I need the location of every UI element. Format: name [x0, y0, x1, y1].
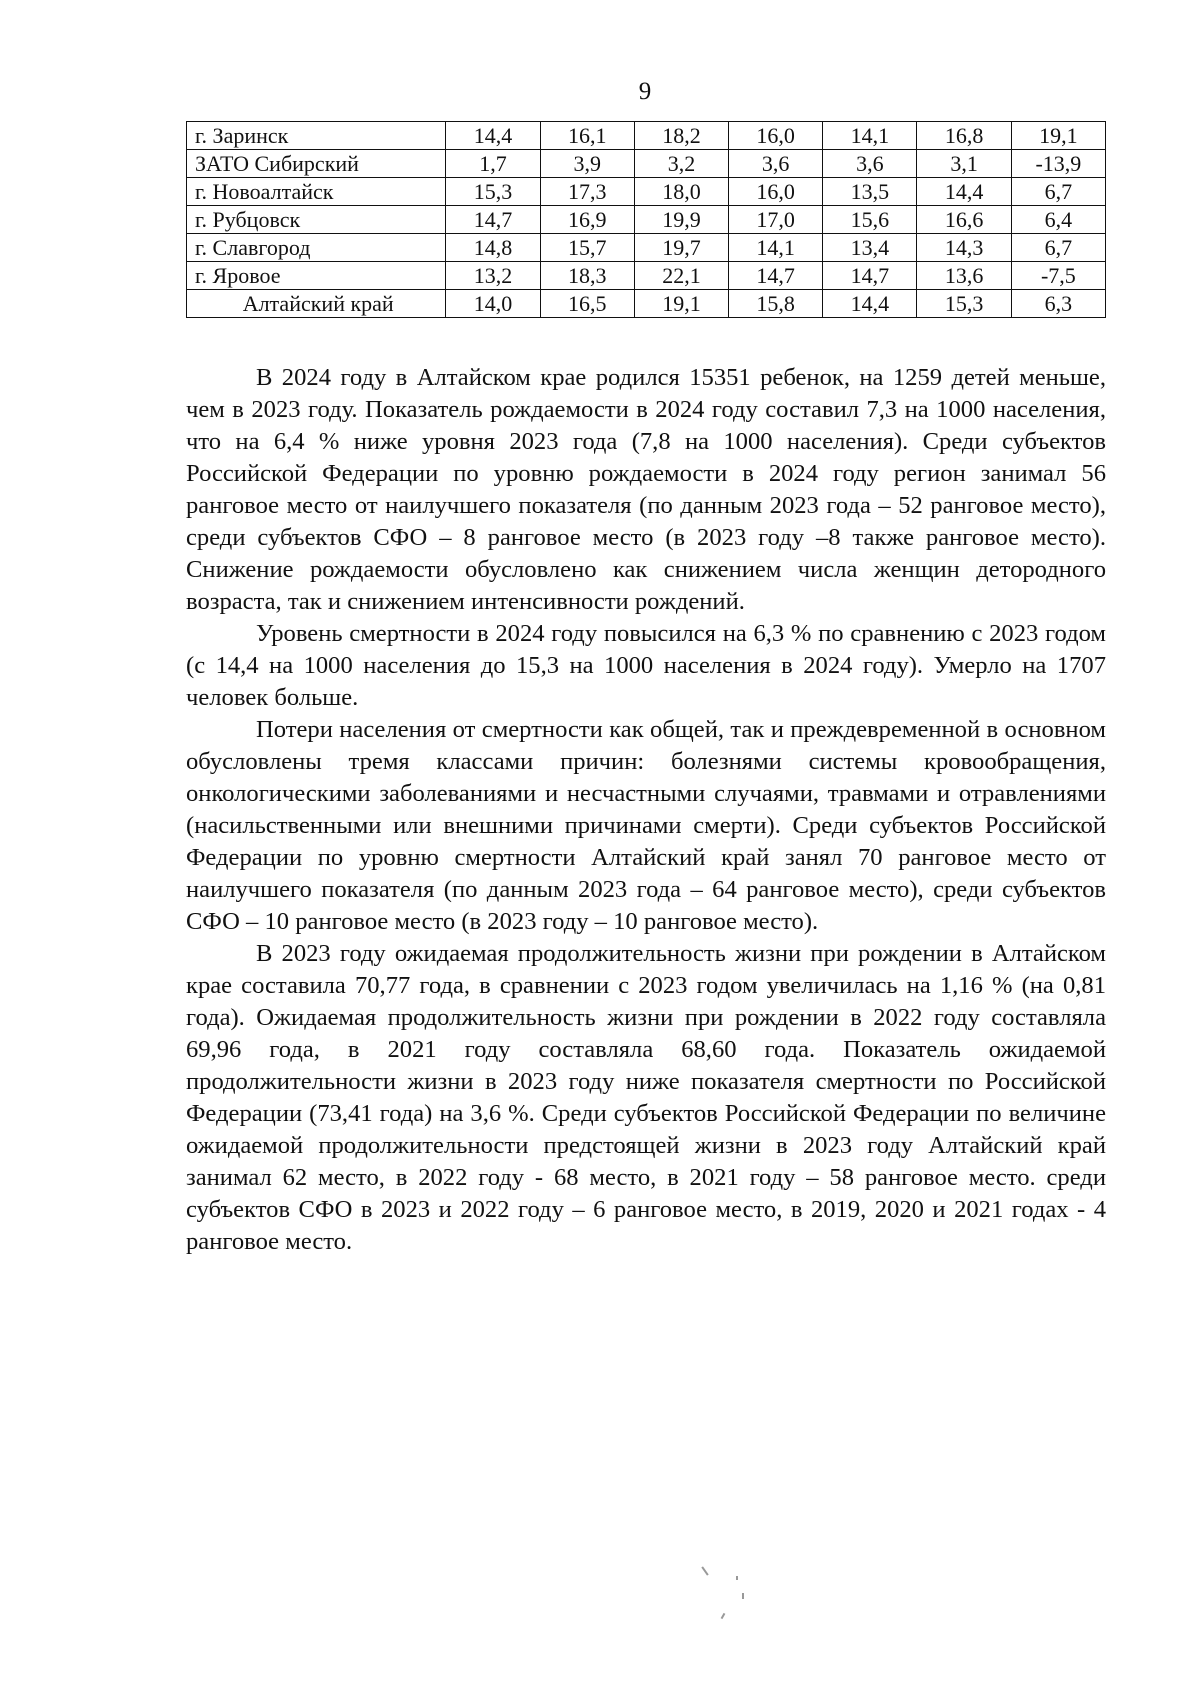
statistics-table	[186, 121, 1106, 318]
row-label: г. Яровое	[187, 262, 446, 290]
scan-speck	[721, 1613, 726, 1619]
table-cell: 3,6	[823, 150, 917, 178]
table-cell: 3,6	[729, 150, 823, 178]
row-label: г. Славгород	[187, 234, 446, 262]
table-cell: 14,4	[917, 178, 1011, 206]
table-cell: 16,9	[540, 206, 634, 234]
row-label: г. Заринск	[187, 122, 446, 150]
table-cell: 1,7	[446, 150, 540, 178]
table-cell: -13,9	[1011, 150, 1105, 178]
table-cell: 13,6	[917, 262, 1011, 290]
table-cell: 16,0	[729, 122, 823, 150]
paragraph-mortality: Уровень смертности в 2024 году повысился на 6,3 % по сравнению с 2023 годом (с 14,4 на 1000 населения до 15,3 на 1000 населения в 2024 году). Умерло на 1707 человек больше.	[186, 620, 1106, 711]
table-cell: 14,7	[446, 206, 540, 234]
table-cell: 16,8	[917, 122, 1011, 150]
table-cell: 15,8	[729, 290, 823, 318]
table-cell: 16,5	[540, 290, 634, 318]
table-cell: 16,1	[540, 122, 634, 150]
table-cell: 3,1	[917, 150, 1011, 178]
table-row	[187, 178, 1106, 206]
table-row-total	[187, 290, 1106, 318]
table-cell: 14,7	[823, 262, 917, 290]
table-cell: 16,6	[917, 206, 1011, 234]
table-cell: 18,0	[634, 178, 728, 206]
table-cell: 13,2	[446, 262, 540, 290]
table-cell: 15,3	[917, 290, 1011, 318]
paragraph-birth-rate: В 2024 году в Алтайском крае родился 15351 ребенок, на 1259 детей меньше, чем в 2023 году. Показатель рождаемости в 2024 году составил 7,3 на 1000 населения, что на 6,4 % ниже уровня 2023 года (7,8 на 1000 населения). Среди субъектов Российской Федерации по уровню рождаемости в 2024 году регион занимал 56 ранговое место от наилучшего показателя (по данным 2023 года – 52 ранговое место), среди субъектов СФО – 8 ранговое место (в 2023 году –8 также ранговое место). Снижение рождаемости обусловлено как снижением числа женщин детородного возраста, так и снижением интенсивности рождений.	[186, 364, 1106, 615]
table-cell: 19,7	[634, 234, 728, 262]
table-row	[187, 150, 1106, 178]
table-cell: 13,5	[823, 178, 917, 206]
table-cell: 14,7	[729, 262, 823, 290]
body-text	[186, 362, 1106, 1258]
table-cell: 16,0	[729, 178, 823, 206]
table-cell: 14,8	[446, 234, 540, 262]
row-label: г. Новоалтайск	[187, 178, 446, 206]
table-cell: 14,4	[823, 290, 917, 318]
page-number: 9	[638, 78, 652, 105]
table-cell: 19,1	[1011, 122, 1105, 150]
row-label: Алтайский край	[187, 290, 446, 318]
table-cell: 18,2	[634, 122, 728, 150]
table-cell: 6,7	[1011, 178, 1105, 206]
row-label: г. Рубцовск	[187, 206, 446, 234]
table-cell: 3,2	[634, 150, 728, 178]
table-row	[187, 122, 1106, 150]
table-cell: 17,3	[540, 178, 634, 206]
table-cell: 6,7	[1011, 234, 1105, 262]
table-cell: 14,0	[446, 290, 540, 318]
paragraph-mortality-causes: Потери населения от смертности как общей, так и преждевременной в основном обусловлены тремя классами причин: болезнями системы кровообращения, онкологическими заболеваниями и несчастными случаями, травмами и отравлениями (насильственными или внешними причинами смерти). Среди субъектов Российской Федерации по уровню смертности Алтайский край занял 70 ранговое место от наилучшего показателя (по данным 2023 года – 64 ранговое место), среди субъектов СФО – 10 ранговое место (в 2023 году – 10 ранговое место).	[186, 716, 1106, 935]
table-cell: 15,6	[823, 206, 917, 234]
table-cell: 22,1	[634, 262, 728, 290]
table-cell: 19,1	[634, 290, 728, 318]
table-cell: 14,4	[446, 122, 540, 150]
table-cell: 15,7	[540, 234, 634, 262]
scan-speck	[736, 1576, 738, 1580]
table-cell: 14,1	[729, 234, 823, 262]
table-cell: 3,9	[540, 150, 634, 178]
row-label: ЗАТО Сибирский	[187, 150, 446, 178]
table-cell: 17,0	[729, 206, 823, 234]
table-cell: 13,4	[823, 234, 917, 262]
scan-speck	[742, 1593, 744, 1599]
table-cell: 19,9	[634, 206, 728, 234]
table-cell: -7,5	[1011, 262, 1105, 290]
table-cell: 14,3	[917, 234, 1011, 262]
table-row	[187, 262, 1106, 290]
scan-speck	[701, 1566, 708, 1575]
table-row	[187, 206, 1106, 234]
table-cell: 18,3	[540, 262, 634, 290]
table-cell: 6,4	[1011, 206, 1105, 234]
paragraph-life-expectancy: В 2023 году ожидаемая продолжительность жизни при рождении в Алтайском крае составила 70,77 года, в сравнении с 2023 годом увеличилась на 1,16 % (на 0,81 года). Ожидаемая продолжительность жизни при рождении в 2022 году составляла 69,96 года, в 2021 году составляла 68,60 года. Показатель ожидаемой продолжительности жизни в 2023 году ниже показателя смертности по Российской Федерации (73,41 года) на 3,6 %. Среди субъектов Российской Федерации по величине ожидаемой продолжительности предстоящей жизни в 2023 году Алтайский край занимал 62 место, в 2022 году - 68 место, в 2021 году – 58 ранговое место. среди субъектов СФО в 2023 и 2022 году – 6 ранговое место, в 2019, 2020 и 2021 годах - 4 ранговое место.	[186, 940, 1106, 1255]
table-row	[187, 234, 1106, 262]
table-cell: 6,3	[1011, 290, 1105, 318]
table-cell: 14,1	[823, 122, 917, 150]
table-cell: 15,3	[446, 178, 540, 206]
